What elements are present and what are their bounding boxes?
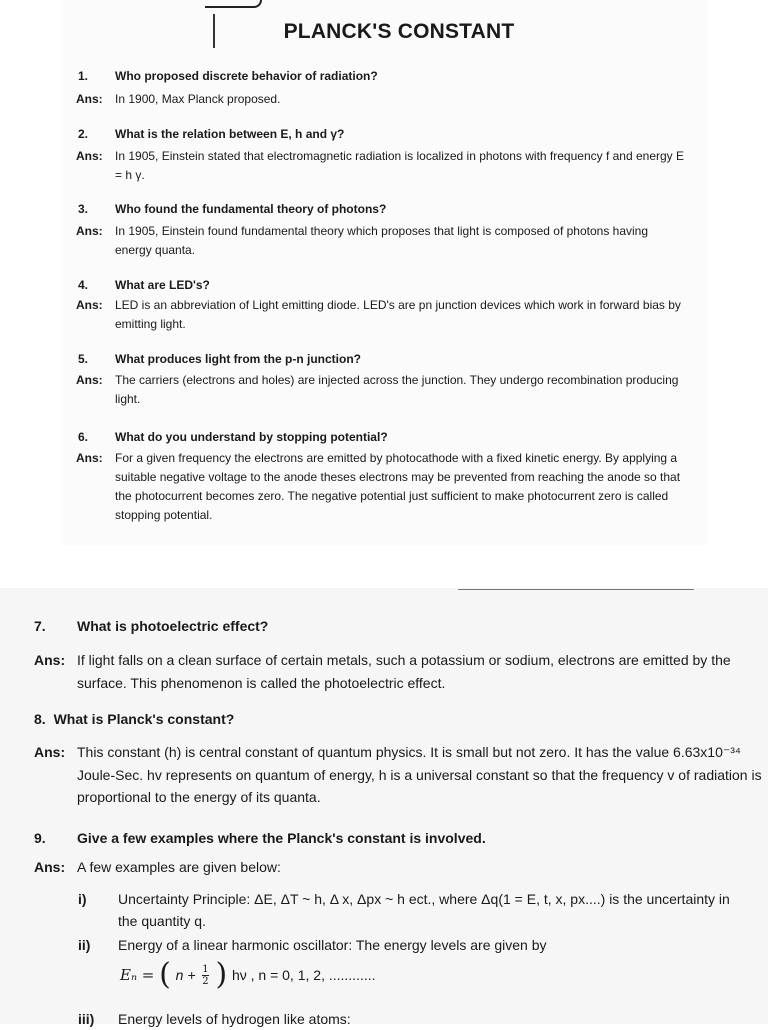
question-text: What are LED's? bbox=[115, 278, 210, 292]
answer-text: If light falls on a clean surface of certain metals, such a potassium or sodium, electrons are emitted by the surface. This phenomenon is called the photoelectric effect. bbox=[77, 652, 731, 691]
answer-text: LED is an abbreviation of Light emitting diode. LED's are pn junction devices which work in forward bias by emitting light. bbox=[115, 298, 681, 331]
page-title: PLANCK'S CONSTANT bbox=[283, 20, 515, 43]
formula-close-paren: ) bbox=[215, 957, 228, 992]
formula-n-plus: n + bbox=[175, 967, 196, 983]
answer-label: Ans: bbox=[76, 92, 103, 106]
example-text: Uncertainty Principle: ΔE, ΔT ~ h, Δ x, Δpx ~ h ect., where Δq(1 = E, t, x, px....) is the uncertainty in the quantity q. bbox=[118, 891, 730, 929]
question-number: 9. bbox=[34, 830, 46, 846]
answer-label: Ans: bbox=[76, 149, 103, 163]
example-text: Energy levels of hydrogen like atoms: bbox=[118, 1011, 351, 1027]
answer-label: Ans: bbox=[76, 298, 103, 312]
answer-label: Ans: bbox=[76, 451, 103, 465]
answer-text: This constant (h) is central constant of quantum physics. It is small but not zero. It has the value 6.63x10⁻³⁴ Joule-Sec. hv represents on quantum of energy, h is a universal constant so that the frequency v of radiation is proportional to the energy of its quanta. bbox=[77, 744, 762, 805]
answer-label: Ans: bbox=[76, 224, 103, 238]
question-number: 3. bbox=[78, 202, 89, 216]
question-text: Give a few examples where the Planck's constant is involved. bbox=[77, 830, 486, 846]
answer-label: Ans: bbox=[34, 744, 66, 760]
question-text: What is Planck's constant? bbox=[53, 711, 235, 727]
formula-open-paren: ( bbox=[159, 957, 171, 992]
question-number: 7. bbox=[34, 618, 46, 634]
harmonic-oscillator-formula bbox=[120, 957, 376, 1000]
question-number: 2. bbox=[78, 127, 89, 141]
example-text: Energy of a linear harmonic oscillator: The energy levels are given by bbox=[118, 937, 547, 953]
formula-rest: hν , n = 0, 1, 2, ............ bbox=[231, 967, 376, 983]
question-text: Who proposed discrete behavior of radiation? bbox=[115, 69, 378, 83]
question-number: 1. bbox=[78, 69, 89, 83]
question-number: 4. bbox=[78, 278, 89, 292]
question-text: What do you understand by stopping potential? bbox=[115, 430, 388, 444]
formula-fraction bbox=[202, 964, 208, 987]
formula-lhs: Eₙ = bbox=[120, 966, 155, 984]
answer-label: Ans: bbox=[34, 859, 66, 875]
example-numeral: iii) bbox=[78, 1011, 95, 1027]
fraction-denominator: 2 bbox=[202, 975, 209, 987]
question-number: 5. bbox=[78, 352, 89, 366]
answer-text: In 1905, Einstein found fundamental theory which proposes that light is composed of photons having energy quanta. bbox=[115, 224, 649, 257]
question-text: What is photoelectric effect? bbox=[77, 618, 269, 634]
answer-label: Ans: bbox=[34, 652, 66, 668]
answer-text: In 1900, Max Planck proposed. bbox=[115, 92, 281, 106]
fraction-numerator: 1 bbox=[202, 963, 209, 975]
question-text: Who found the fundamental theory of photons? bbox=[115, 202, 387, 216]
question-number: 8. bbox=[34, 711, 46, 727]
question-text: What produces light from the p-n junction? bbox=[115, 352, 361, 366]
section-divider bbox=[458, 589, 694, 590]
answer-text: A few examples are given below: bbox=[77, 859, 281, 875]
question-text: What is the relation between E, h and γ? bbox=[115, 127, 345, 141]
question-8 bbox=[34, 709, 234, 730]
example-numeral: ii) bbox=[78, 937, 91, 953]
question-number: 6. bbox=[78, 430, 89, 444]
page-corner-mark bbox=[205, 0, 262, 8]
answer-label: Ans: bbox=[76, 373, 103, 387]
answer-text: For a given frequency the electrons are emitted by photocathode with a fixed kinetic energy. By applying a suitable negative voltage to the anode theses electrons may be prevented from reaching the anode so that the photocurrent becomes zero. The negative potential just sufficient to make photocurrent zero is called stopping potential. bbox=[115, 451, 681, 522]
example-numeral: i) bbox=[78, 891, 87, 907]
answer-text: The carriers (electrons and holes) are injected across the junction. They undergo recombination producing light. bbox=[115, 373, 679, 406]
answer-text: In 1905, Einstein stated that electromagnetic radiation is localized in photons with frequency f and energy E = h γ. bbox=[115, 149, 685, 182]
